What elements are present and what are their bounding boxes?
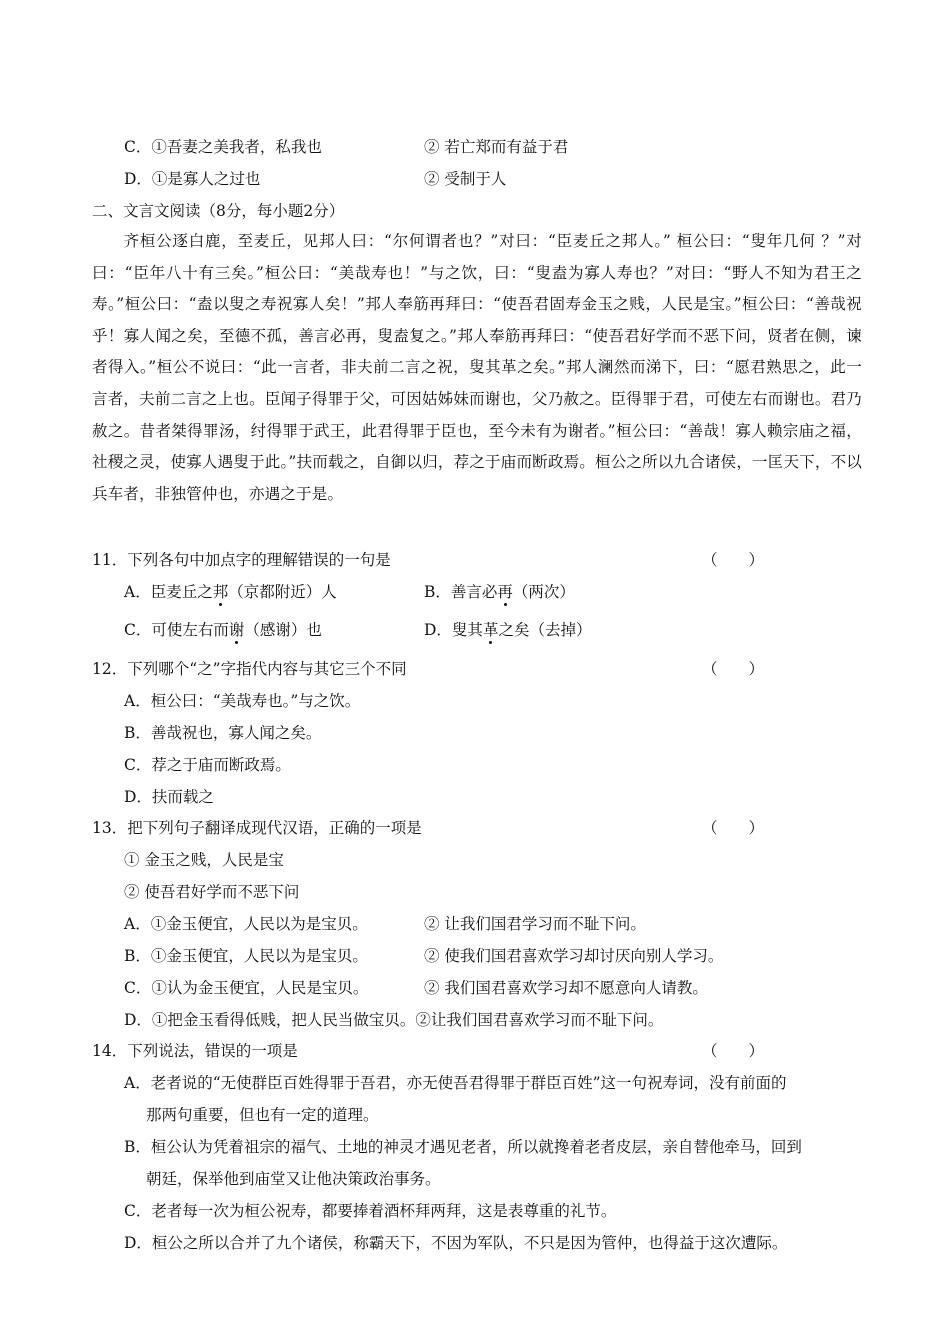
q11-option-d: D．叟其革之矣（去掉）	[424, 621, 592, 639]
q14-option-b-line2: 朝廷，保举他到庙堂又让他决策政治事务。	[146, 1170, 441, 1188]
dotted-char: 邦	[212, 583, 229, 601]
q13-option-d: D．①把金玉看得低贱，把人民当做宝贝。②让我们国君喜欢学习而不耻下问。	[124, 1011, 664, 1029]
q14-option-b-line1: B．桓公认为凭着祖宗的福气、土地的神灵才遇见老者，所以就搀着老者皮层，亲自替他牵马，回到	[124, 1138, 802, 1156]
answer-blank-13[interactable]: （ ）	[702, 819, 765, 837]
dotted-char: 谢	[228, 621, 245, 639]
q13-sentence-1: ① 金玉之贱，人民是宝	[124, 851, 284, 869]
option-c-right: ② 若亡郑而有益于君	[424, 138, 569, 156]
option-d-left: D．①是寡人之过也	[124, 170, 261, 188]
q14-option-a-line1: A．老者说的“无使群臣百姓得罪于吾君，亦无使吾君得罪于群臣百姓”这一句祝寿词，没有前面的	[124, 1074, 787, 1092]
q13-option-a-right: ② 让我们国君学习而不耻下问。	[424, 915, 646, 933]
q14-option-d: D．桓公之所以合并了九个诸侯，称霸天下，不因为军队，不只是因为管仲，也得益于这次遭际。	[124, 1234, 788, 1252]
q11-option-c: C．可使左右而谢（感谢）也	[124, 621, 322, 639]
q13-option-b-left: B．①金玉便宜，人民以为是宝贝。	[124, 947, 368, 965]
q11-option-b: B．善言必再（两次）	[424, 583, 575, 601]
passage-text: 齐桓公逐白鹿，至麦丘，见邦人曰：“尔何谓者也？”对曰：“臣麦丘之邦人。” 桓公曰：“叟年几何 ？”对曰：“臣年八十有三矣。”桓公曰：“美哉寿也！”与之饮，曰：“叟盍为寡人寿也？”对曰：“野人不知为君王之寿。”桓公曰：“盍以叟之寿祝寡人矣！”邦人奉筋再拜曰：“使吾君固寿金玉之贱，人民是宝。”桓公曰：“善哉祝乎！寡人闻之矣，至德不孤，善言必再，叟盍复之。”邦人奉筋再拜曰：“使吾君好学而不恶下问，贤者在侧，谏者得入。”桓公不说曰：“此一言者，非夫前二言之祝，叟其革之矣。”邦人澜然而涕下，曰：“愿君熟思之，此一言者，夫前二言之上也。臣闻子得罪于父，可因姑姊妹而谢也，父乃赦之。臣得罪于君，可使左右而谢也。君乃赦之。昔者桀得罪汤，纣得罪于武王，此君得罪于臣也，至今未有为谢者。”桓公曰：“善哉！寡人赖宗庙之福，社稷之灵，使寡人遇叟于此。”扶而载之，自御以归，荐之于庙而断政焉。桓公之所以九合诸侯，一匡天下，不以兵车者，非独管仲也，亦遇之于是。	[92, 232, 862, 503]
q13-option-a-left: A．①金玉便宜，人民以为是宝贝。	[124, 915, 368, 933]
q12-option-d: D．扶而载之	[124, 788, 214, 806]
answer-blank-14[interactable]: （ ）	[702, 1042, 765, 1060]
question-14-stem: 14．下列说法，错误的一项是	[92, 1042, 298, 1060]
option-c-left: C．①吾妻之美我者，私我也	[124, 138, 322, 156]
section-heading: 二、文言文阅读（8分，每小题2分）	[92, 202, 345, 220]
answer-blank-12[interactable]: （ ）	[702, 660, 765, 678]
question-13-stem: 13．把下列句子翻译成现代汉语，正确的一项是	[92, 819, 422, 837]
dotted-char: 再	[497, 583, 513, 601]
q13-sentence-2: ② 使吾君好学而不恶下问	[124, 883, 300, 901]
option-d-right: ② 受制于人	[424, 170, 507, 188]
dotted-char: 革	[482, 621, 499, 639]
q12-option-c: C．荐之于庙而断政焉。	[124, 756, 291, 774]
q14-option-a-line2: 那两句重要，但也有一定的道理。	[146, 1106, 379, 1124]
classical-passage	[92, 226, 862, 510]
q13-option-c-right: ② 我们国君喜欢学习却不愿意向人请教。	[424, 979, 708, 997]
q13-option-c-left: C．①认为金玉便宜，人民是宝贝。	[124, 979, 369, 997]
question-11-stem: 11．下列各句中加点字的理解错误的一句是	[92, 551, 391, 569]
q12-option-a: A．桓公曰：“美哉寿也。”与之饮。	[124, 692, 361, 710]
question-12-stem: 12．下列哪个“之”字指代内容与其它三个不同	[92, 660, 407, 678]
q11-option-a: A．臣麦丘之邦（京都附近）人	[124, 583, 337, 601]
q12-option-b: B．善哉祝也，寡人闻之矣。	[124, 724, 322, 742]
q13-option-b-right: ② 使我们国君喜欢学习却讨厌向别人学习。	[424, 947, 724, 965]
answer-blank-11[interactable]: （ ）	[702, 551, 765, 569]
q14-option-c: C．老者每一次为桓公祝寿，都要捧着酒杯拜两拜，这是表尊重的礼节。	[124, 1202, 617, 1220]
